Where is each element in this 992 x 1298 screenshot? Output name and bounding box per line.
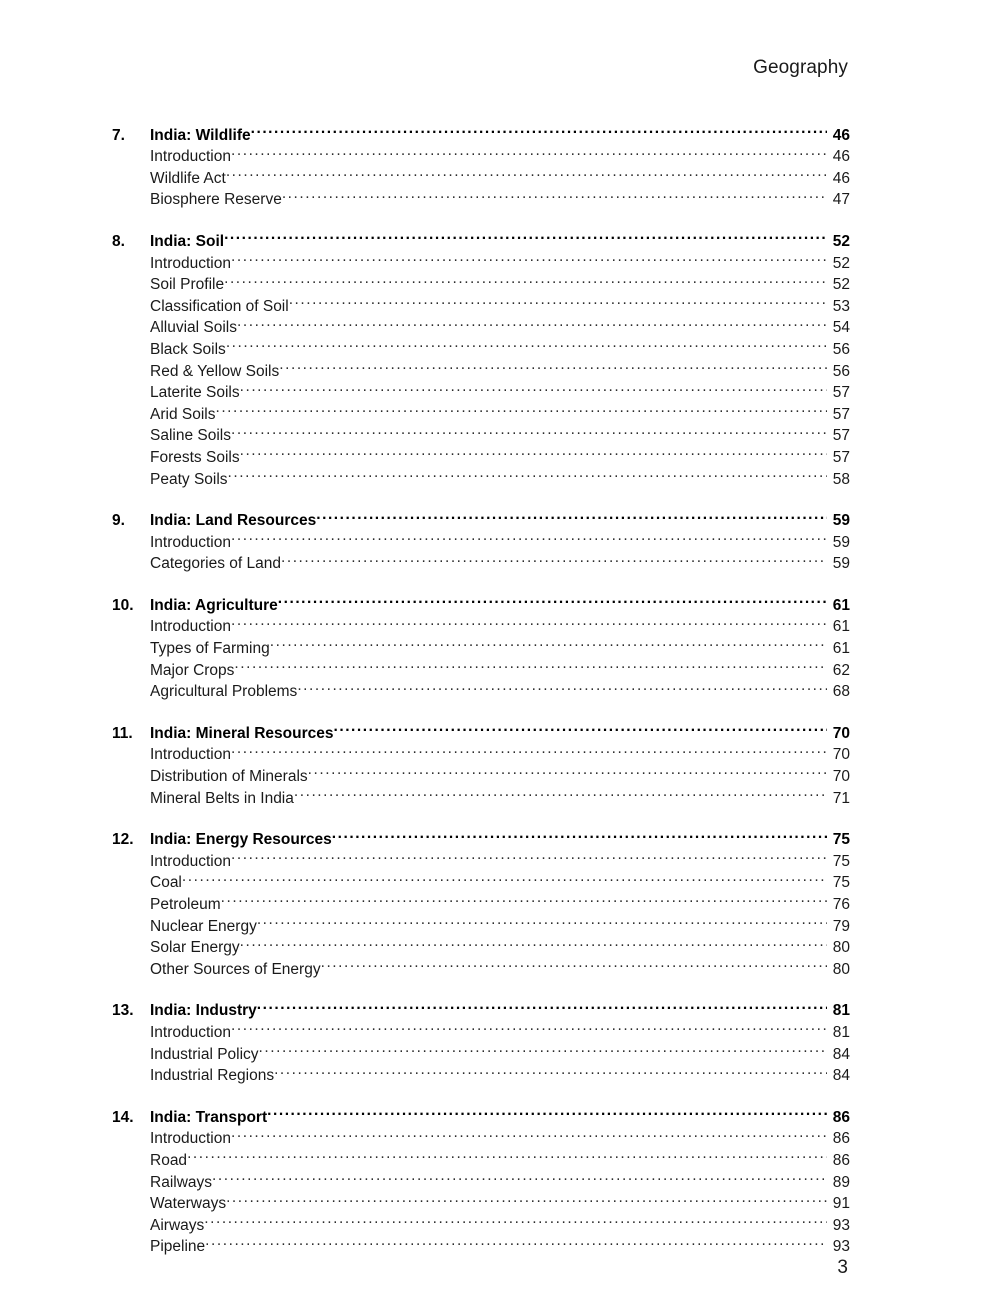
toc-chapter-page: 86 (832, 1108, 850, 1126)
toc-entry-label: Alluvial Soils (150, 319, 238, 337)
toc-entry-label: Airways (150, 1216, 205, 1234)
dot-leader (228, 462, 827, 484)
toc-entry-page: 91 (832, 1195, 850, 1213)
toc-chapter-title: India: Mineral Resources (150, 724, 334, 742)
toc-entry-page: 61 (832, 640, 850, 658)
toc-chapter-row[interactable] (112, 118, 850, 144)
toc-section (112, 1100, 850, 1256)
toc-section (112, 823, 850, 978)
toc-chapter-title: India: Soil (150, 232, 225, 250)
toc-entry-page: 79 (832, 917, 850, 935)
toc-entry-page: 57 (832, 384, 850, 402)
dot-leader (231, 246, 827, 268)
toc-chapter-page: 75 (832, 831, 850, 849)
toc-chapter-page: 61 (832, 596, 850, 614)
toc-entry-page: 62 (832, 661, 850, 679)
toc-entry-page: 61 (832, 618, 850, 636)
toc-chapter-row[interactable] (112, 588, 850, 614)
toc-entry-label: Waterways (150, 1195, 227, 1213)
toc-entry-page: 59 (832, 555, 850, 573)
dot-leader (333, 716, 827, 738)
toc-entry-row[interactable] (112, 866, 850, 892)
dot-leader (215, 397, 827, 419)
dot-leader (294, 781, 827, 803)
toc-entry-page: 75 (832, 852, 850, 870)
toc-entry-label: Railways (150, 1173, 213, 1191)
dot-leader (289, 289, 827, 311)
toc-chapter-title: India: Agriculture (150, 596, 278, 614)
toc-entry-label: Categories of Land (150, 555, 281, 573)
toc-entry-label: Biosphere Reserve (150, 191, 282, 209)
toc-entry-label: Laterite Soils (150, 384, 240, 402)
dot-leader (231, 140, 827, 162)
toc-chapter-title: India: Wildlife (150, 126, 251, 144)
dot-leader (332, 823, 827, 845)
dot-leader (231, 738, 827, 760)
toc-chapter-title: India: Industry (150, 1002, 257, 1020)
dot-leader (251, 118, 827, 140)
toc-entry-label: Major Crops (150, 661, 235, 679)
toc-chapter-row[interactable] (112, 504, 850, 530)
toc-entry-page: 86 (832, 1151, 850, 1169)
dot-leader (231, 1015, 827, 1037)
toc-entry-page: 57 (832, 448, 850, 466)
toc-entry-row[interactable] (112, 1143, 850, 1169)
toc-entry-page: 68 (832, 683, 850, 701)
toc-entry-label: Petroleum (150, 896, 221, 913)
toc-entry-row[interactable] (112, 887, 850, 913)
toc-entry-page: 80 (832, 939, 850, 957)
toc-chapter-number: 9. (112, 512, 125, 530)
toc-section (112, 504, 850, 573)
running-header: Geography (753, 57, 848, 78)
table-of-contents (112, 118, 850, 1256)
toc-entry-page: 56 (832, 362, 850, 380)
toc-chapter-row[interactable] (112, 224, 850, 250)
dot-leader (240, 440, 827, 462)
toc-entry-page: 93 (832, 1216, 850, 1234)
toc-entry-label: Pipeline (150, 1238, 206, 1256)
toc-chapter-page: 59 (832, 512, 850, 530)
toc-chapter-row[interactable] (112, 994, 850, 1020)
toc-entry-row[interactable] (112, 1230, 850, 1256)
toc-entry-label: Black Soils (150, 340, 226, 358)
dot-leader (237, 311, 827, 333)
toc-entry-page: 57 (832, 405, 850, 423)
toc-chapter-row[interactable] (112, 823, 850, 849)
dot-leader (240, 376, 827, 398)
dot-leader (321, 952, 827, 974)
toc-entry-page: 86 (832, 1130, 850, 1148)
toc-entry-page: 54 (832, 319, 850, 337)
toc-chapter-title: India: Land Resources (150, 512, 317, 530)
dot-leader (234, 653, 827, 675)
dot-leader (231, 419, 827, 441)
toc-entry-label: Nuclear Energy (150, 917, 257, 935)
dot-leader (278, 588, 827, 610)
dot-leader (281, 547, 827, 569)
dot-leader (224, 224, 827, 246)
toc-entry-row[interactable] (112, 1165, 850, 1191)
toc-entry-page: 84 (832, 1067, 850, 1085)
toc-chapter-number: 8. (112, 232, 125, 250)
toc-entry-page: 71 (832, 789, 850, 807)
toc-chapter-number: 13. (112, 1002, 134, 1020)
toc-entry-label: Peaty Soils (150, 470, 228, 488)
toc-chapter-number: 7. (112, 126, 125, 144)
dot-leader (212, 1165, 827, 1187)
toc-chapter-title: India: Transport (150, 1108, 268, 1126)
toc-entry-page: 52 (832, 276, 850, 294)
dot-leader (308, 759, 827, 781)
toc-entry-page: 47 (832, 191, 850, 209)
toc-entry-label: Forests Soils (150, 448, 240, 466)
toc-entry-page: 56 (832, 340, 850, 358)
toc-entry-label: Soil Profile (150, 276, 225, 294)
toc-entry-label: Introduction (150, 533, 231, 551)
toc-chapter-page: 81 (832, 1002, 850, 1020)
dot-leader (231, 1122, 827, 1144)
toc-entry-page: 93 (832, 1238, 850, 1256)
toc-entry-label: Introduction (150, 1130, 231, 1148)
dot-leader (226, 161, 827, 183)
toc-entry-label: Introduction (150, 852, 231, 870)
toc-entry-label: Coal (150, 874, 182, 892)
toc-entry-page: 84 (832, 1045, 850, 1063)
dot-leader (270, 631, 827, 653)
toc-chapter-row[interactable] (112, 716, 850, 742)
dot-leader (231, 844, 827, 866)
toc-entry-page: 46 (832, 169, 850, 187)
dot-leader (316, 504, 827, 526)
dot-leader (221, 887, 827, 909)
toc-entry-row[interactable] (112, 1187, 850, 1213)
toc-chapter-page: 52 (832, 232, 850, 250)
toc-entry-label: Agricultural Problems (150, 683, 298, 701)
toc-entry-label: Arid Soils (150, 405, 216, 423)
toc-section (112, 994, 850, 1085)
toc-entry-label: Introduction (150, 148, 231, 166)
toc-entry-label: Saline Soils (150, 427, 231, 445)
toc-entry-label: Introduction (150, 618, 231, 636)
toc-entry-page: 70 (832, 768, 850, 786)
toc-chapter-page: 46 (832, 126, 850, 144)
toc-entry-label: Classification of Soil (150, 297, 289, 315)
dot-leader (182, 866, 827, 888)
toc-entry-row[interactable] (112, 1208, 850, 1234)
dot-leader (267, 1100, 827, 1122)
toc-entry-page: 58 (832, 470, 850, 488)
toc-entry-page: 76 (832, 896, 850, 913)
toc-chapter-number: 10. (112, 596, 134, 614)
dot-leader (226, 1187, 827, 1209)
toc-entry-label: Other Sources of Energy (150, 960, 321, 978)
dot-leader (257, 994, 827, 1016)
toc-entry-label: Industrial Regions (150, 1067, 275, 1085)
toc-entry-label: Introduction (150, 1023, 231, 1041)
toc-entry-label: Types of Farming (150, 640, 270, 658)
toc-entry-page: 52 (832, 254, 850, 272)
toc-entry-label: Introduction (150, 746, 231, 764)
toc-section (112, 224, 850, 488)
toc-entry-page: 70 (832, 746, 850, 764)
dot-leader (257, 909, 827, 931)
toc-entry-label: Distribution of Minerals (150, 768, 308, 786)
dot-leader (205, 1230, 827, 1252)
toc-entry-page: 53 (832, 297, 850, 315)
toc-entry-label: Mineral Belts in India (150, 789, 294, 807)
toc-entry-label: Red & Yellow Soils (150, 362, 280, 380)
dot-leader (259, 1037, 827, 1059)
dot-leader (240, 931, 827, 953)
toc-entry-page: 59 (832, 533, 850, 551)
toc-entry-row[interactable] (112, 419, 850, 445)
toc-entry-row[interactable] (112, 909, 850, 935)
toc-entry-page: 81 (832, 1023, 850, 1041)
toc-entry-label: Wildlife Act (150, 169, 226, 187)
dot-leader (297, 675, 827, 697)
dot-leader (282, 183, 827, 205)
toc-entry-page: 75 (832, 874, 850, 892)
dot-leader (279, 354, 827, 376)
toc-entry-label: Introduction (150, 254, 231, 272)
toc-chapter-title: India: Energy Resources (150, 831, 332, 849)
toc-section (112, 716, 850, 807)
toc-chapter-number: 14. (112, 1108, 134, 1126)
toc-chapter-number: 12. (112, 831, 134, 849)
dot-leader (231, 525, 827, 547)
page-number: 3 (837, 1257, 848, 1279)
toc-entry-label: Road (150, 1151, 188, 1169)
toc-section (112, 118, 850, 209)
toc-entry-page: 46 (832, 148, 850, 166)
dot-leader (187, 1143, 827, 1165)
dot-leader (204, 1208, 827, 1230)
toc-entry-page: 80 (832, 960, 850, 978)
toc-entry-label: Industrial Policy (150, 1045, 259, 1063)
toc-entry-page: 57 (832, 427, 850, 445)
toc-chapter-page: 70 (832, 724, 850, 742)
dot-leader (231, 610, 827, 632)
dot-leader (224, 268, 827, 290)
toc-entry-page: 89 (832, 1173, 850, 1191)
toc-entry-row[interactable] (112, 397, 850, 423)
toc-chapter-number: 11. (112, 724, 133, 742)
toc-entry-label: Solar Energy (150, 939, 240, 957)
toc-section (112, 588, 850, 701)
toc-chapter-row[interactable] (112, 1100, 850, 1126)
dot-leader (274, 1059, 827, 1081)
dot-leader (226, 332, 827, 354)
